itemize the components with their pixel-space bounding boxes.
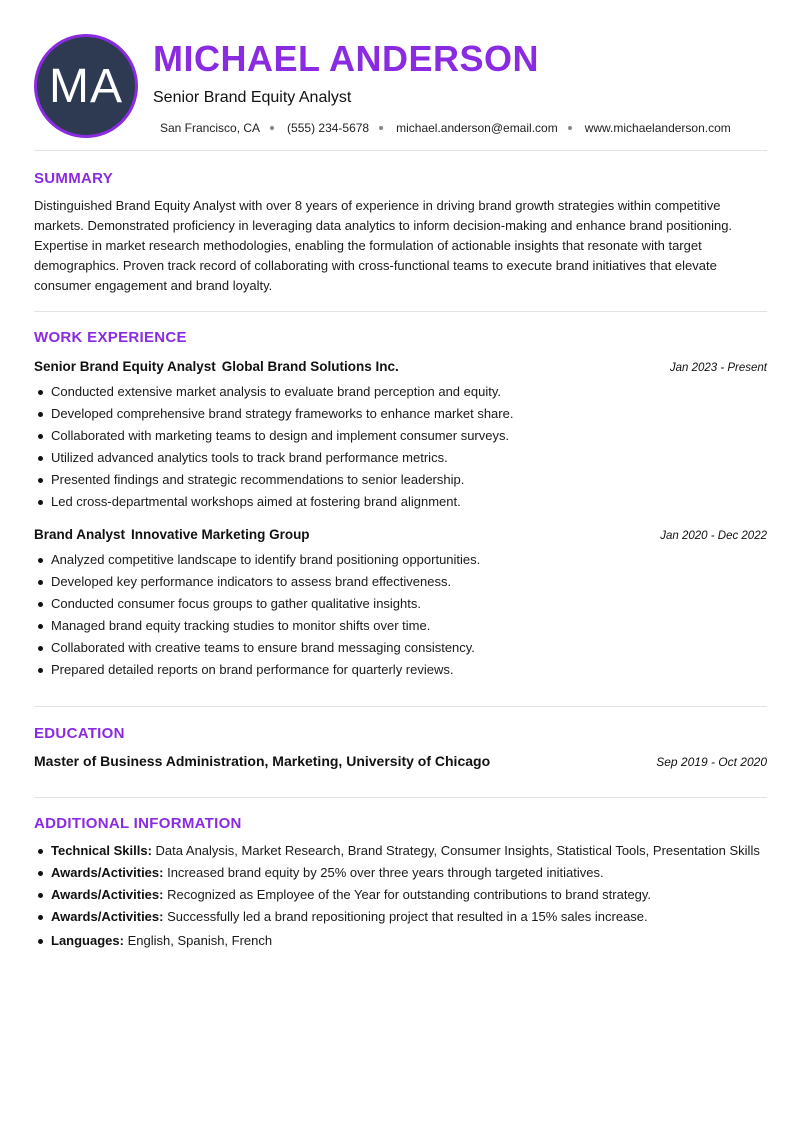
summary-text: Distinguished Brand Equity Analyst with over 8 years of experience in driving brand growth strategies within competitive markets. Demonstrated proficiency in leveraging data analytics to inform decision-making and enhance brand positioning. Expertise in market research methodologies, enabling the formulation of actionable insights that resonate with target demographics. Proven track record of collaborating with cross-functional teams to execute brand initiatives that elevate consumer engagement and brand loyalty. — [34, 198, 733, 293]
info-text: Increased brand equity by 25% over three years through targeted initiatives. — [167, 865, 604, 880]
contact-phone: (555) 234-5678 — [287, 121, 370, 135]
info-text: Successfully led a brand repositioning project that resulted in a 15% sales increase. — [167, 909, 648, 924]
info-text: Data Analysis, Market Research, Brand Strategy, Consumer Insights, Statistical Tools, Presentation Skills — [155, 843, 760, 858]
job-dates: Jan 2020 - Dec 2022 — [660, 530, 767, 542]
separator-dot — [568, 126, 572, 130]
job-company: Innovative Marketing Group — [131, 527, 310, 542]
info-label: Awards/Activities: — [51, 865, 164, 880]
list-item: Analyzed competitive landscape to identify brand positioning opportunities. — [34, 549, 767, 571]
info-label: Languages: — [51, 933, 124, 948]
job-header — [34, 359, 767, 374]
avatar — [34, 34, 138, 138]
job-header — [34, 527, 767, 542]
info-label: Technical Skills: — [51, 843, 152, 858]
list-item — [34, 931, 767, 951]
contact-bar — [160, 121, 731, 135]
summary-heading: SUMMARY — [34, 170, 114, 187]
contact-location: San Francisco, CA — [160, 121, 261, 135]
education-entry — [34, 753, 767, 769]
candidate-name: MICHAEL ANDERSON — [153, 38, 540, 79]
job-bullets — [34, 549, 767, 681]
job-bullets — [34, 381, 767, 513]
divider — [34, 150, 767, 151]
divider — [34, 706, 767, 707]
avatar-initials: MA — [49, 59, 123, 113]
additional-info-heading: ADDITIONAL INFORMATION — [34, 815, 242, 832]
list-item — [34, 907, 767, 927]
list-item: Developed key performance indicators to assess brand effectiveness. — [34, 571, 767, 593]
list-item: Prepared detailed reports on brand performance for quarterly reviews. — [34, 659, 767, 681]
list-item: Managed brand equity tracking studies to monitor shifts over time. — [34, 615, 767, 637]
info-text: Recognized as Employee of the Year for outstanding contributions to brand strategy. — [167, 887, 652, 902]
divider — [34, 797, 767, 798]
job-title: Brand Analyst — [34, 527, 126, 542]
contact-website[interactable]: www.michaelanderson.com — [584, 121, 731, 135]
info-label: Awards/Activities: — [51, 887, 164, 902]
contact-email[interactable]: michael.anderson@email.com — [396, 121, 558, 135]
divider — [34, 311, 767, 312]
list-item — [34, 841, 767, 861]
job-dates: Jan 2023 - Present — [669, 362, 767, 374]
list-item: Collaborated with marketing teams to design and implement consumer surveys. — [34, 425, 767, 447]
list-item: Developed comprehensive brand strategy frameworks to enhance market share. — [34, 403, 767, 425]
list-item — [34, 863, 767, 883]
education-heading: EDUCATION — [34, 725, 125, 742]
work-experience-heading: WORK EXPERIENCE — [34, 329, 187, 346]
list-item: Utilized advanced analytics tools to track brand performance metrics. — [34, 447, 767, 469]
additional-info-list — [34, 841, 767, 953]
list-item — [34, 885, 767, 905]
list-item: Led cross-departmental workshops aimed at fostering brand alignment. — [34, 491, 767, 513]
education-dates: Sep 2019 - Oct 2020 — [656, 755, 767, 769]
education-degree: Master of Business Administration, Marketing, University of Chicago — [34, 753, 491, 769]
job-title-line — [34, 359, 399, 374]
info-label: Awards/Activities: — [51, 909, 164, 924]
separator-dot — [270, 126, 274, 130]
separator-dot — [379, 126, 383, 130]
list-item: Conducted consumer focus groups to gather qualitative insights. — [34, 593, 767, 615]
info-text: English, Spanish, French — [127, 933, 273, 948]
job-title: Senior Brand Equity Analyst — [34, 359, 216, 374]
list-item: Presented findings and strategic recommendations to senior leadership. — [34, 469, 767, 491]
job-title-line — [34, 527, 310, 542]
list-item: Conducted extensive market analysis to evaluate brand perception and equity. — [34, 381, 767, 403]
candidate-role: Senior Brand Equity Analyst — [153, 89, 352, 106]
list-item: Collaborated with creative teams to ensure brand messaging consistency. — [34, 637, 767, 659]
job-company: Global Brand Solutions Inc. — [221, 359, 399, 374]
